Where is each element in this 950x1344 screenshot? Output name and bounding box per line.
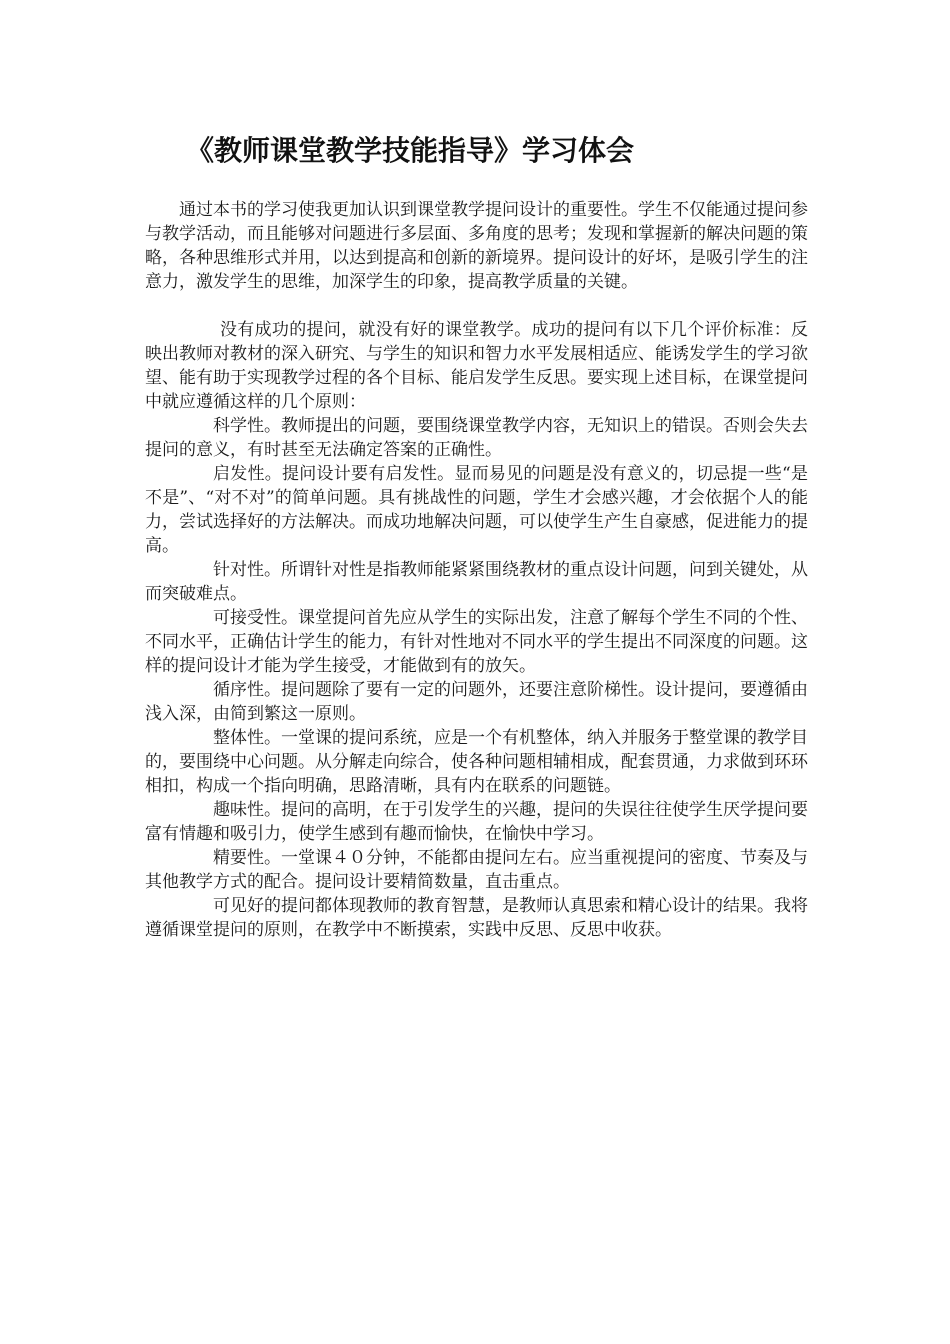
document-body [145,198,808,942]
conclusion-paragraph: 可见好的提问都体现教师的教育智慧，是教师认真思索和精心设计的结果。我将遵循课堂提问的原则，在教学中不断摸索，实践中反思、反思中收获。 [145,896,808,940]
document-title: 《教师课堂教学技能指导》学习体会 [186,134,635,167]
principle-paragraph-sequential: 循序性。提问题除了要有一定的问题外，还要注意阶梯性。设计提问，要遵循由浅入深，由简到繁这一原则。 [145,680,808,724]
principle-paragraph-targeted: 针对性。所谓针对性是指教师能紧紧围绕教材的重点设计问题，问到关键处，从而突破难点。 [145,560,808,604]
principle-paragraph-heuristic: 启发性。提问设计要有启发性。显而易见的问题是没有意义的，切忌提一些“是不是”、“对不对”的简单问题。具有挑战性的问题，学生才会感兴趣，才会依据个人的能力，尝试选择好的方法解决。而成功地解决问题，可以使学生产生自豪感，促进能力的提高。 [145,464,808,556]
principle-paragraph-acceptable: 可接受性。课堂提问首先应从学生的实际出发，注意了解每个学生不同的个性、不同水平，正确估计学生的能力，有针对性地对不同水平的学生提出不同深度的问题。这样的提问设计才能为学生接受，才能做到有的放矢。 [145,608,808,676]
intro-paragraph: 通过本书的学习使我更加认识到课堂教学提问设计的重要性。学生不仅能通过提问参与教学活动，而且能够对问题进行多层面、多角度的思考；发现和掌握新的解决问题的策略，各种思维形式并用，以达到提高和创新的新境界。提问设计的好坏，是吸引学生的注意力，激发学生的思维，加深学生的印象，提高教学质量的关键。 [145,200,808,292]
principle-paragraph-interesting: 趣味性。提问的高明，在于引发学生的兴趣，提问的失误往往使学生厌学提问要富有情趣和吸引力，使学生感到有趣而愉快，在愉快中学习。 [145,800,808,844]
principle-paragraph-holistic: 整体性。一堂课的提问系统，应是一个有机整体，纳入并服务于整堂课的教学目的，要围绕中心问题。从分解走向综合，使各种问题相辅相成，配套贯通，力求做到环环相扣，构成一个指向明确，思路清晰，具有内在联系的问题链。 [145,728,808,796]
paragraph-spacer [145,294,808,318]
principle-paragraph-scientific: 科学性。教师提出的问题，要围绕课堂教学内容，无知识上的错误。否则会失去提问的意义，有时甚至无法确定答案的正确性。 [145,416,808,460]
lead-paragraph: 没有成功的提问，就没有好的课堂教学。成功的提问有以下几个评价标准：反映出教师对教材的深入研究、与学生的知识和智力水平发展相适应、能诱发学生的学习欲望、能有助于实现教学过程的各个目标、能启发学生反思。要实现上述目标，在课堂提问中就应遵循这样的几个原则： [145,320,808,412]
principle-paragraph-concise: 精要性。一堂课４０分钟，不能都由提问左右。应当重视提问的密度、节奏及与其他教学方式的配合。提问设计要精简数量，直击重点。 [145,848,808,892]
